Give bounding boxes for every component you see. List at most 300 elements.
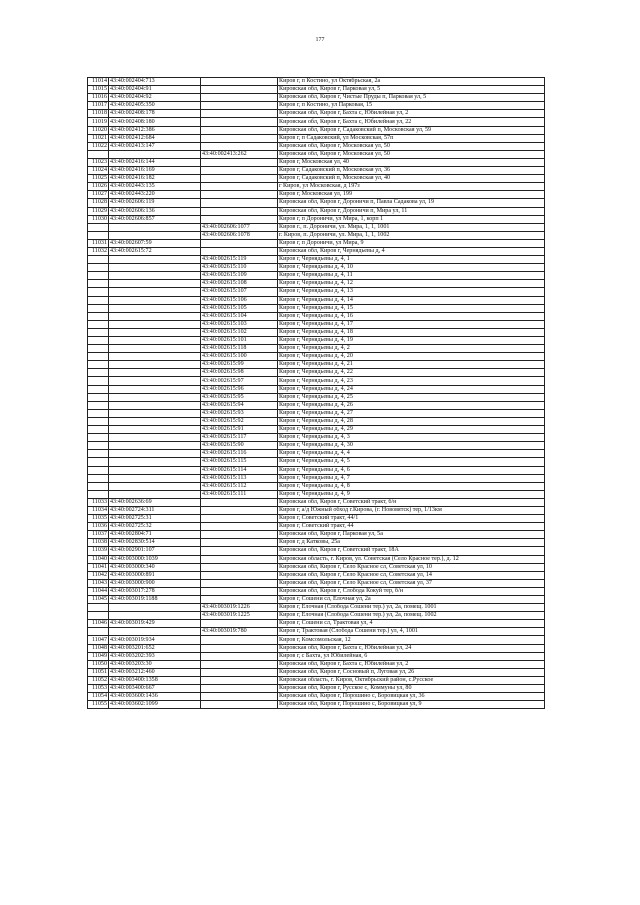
cadastral-number-cell: 43:40:002412:386 [109, 126, 201, 134]
cadastral-number-cell [109, 393, 201, 401]
address-cell: Кировская обл, Киров г, Сосновый п, Луговая ул, 26 [278, 668, 545, 676]
sub-cadastral-number-cell: 43:40:002615:118 [201, 345, 278, 353]
table-row [88, 239, 545, 247]
sub-cadastral-number-cell: 43:40:002615:101 [201, 337, 278, 345]
cadastral-number-cell: 43:40:002443:135 [109, 183, 201, 191]
table-row [88, 353, 545, 361]
sub-cadastral-number-cell [201, 531, 278, 539]
row-number-cell: 11047 [88, 636, 109, 644]
cadastral-number-cell: 43:40:003000:900 [109, 579, 201, 587]
row-number-cell: 11052 [88, 676, 109, 684]
row-number-cell [88, 401, 109, 409]
row-number-cell: 11034 [88, 506, 109, 514]
table-row [88, 150, 545, 158]
cadastral-number-cell: 43:40:002725:32 [109, 523, 201, 531]
row-number-cell: 11054 [88, 693, 109, 701]
sub-cadastral-number-cell: 43:40:002615:97 [201, 377, 278, 385]
row-number-cell: 11037 [88, 531, 109, 539]
cadastral-number-cell: 43:40:002607:59 [109, 239, 201, 247]
sub-cadastral-number-cell: 43:40:002615:90 [201, 442, 278, 450]
sub-cadastral-number-cell: 43:40:002615:117 [201, 434, 278, 442]
row-number-cell [88, 150, 109, 158]
cadastral-number-cell: 43:40:003202:393 [109, 652, 201, 660]
address-cell: Киров г, Садаковский п, Московская ул, 40 [278, 175, 545, 183]
table-row [88, 571, 545, 579]
sub-cadastral-number-cell [201, 239, 278, 247]
table-row [88, 142, 545, 150]
cadastral-number-cell: 43:40:003602:1099 [109, 701, 201, 709]
row-number-cell [88, 345, 109, 353]
address-cell: Киров г, с Бахта, ул Юбилейная, 6 [278, 652, 545, 660]
sub-cadastral-number-cell: 43:40:002615:92 [201, 417, 278, 425]
table-row [88, 676, 545, 684]
address-cell: Киров г, Чернядьевы д, 4, 11 [278, 272, 545, 280]
address-cell: Киров г, п Костино, ул Парковая, 15 [278, 102, 545, 110]
row-number-cell: 11022 [88, 142, 109, 150]
cadastral-number-cell: 43:40:002804:71 [109, 531, 201, 539]
row-number-cell [88, 385, 109, 393]
row-number-cell: 11029 [88, 207, 109, 215]
row-number-cell: 11044 [88, 587, 109, 595]
address-cell: Киров г, Чернядьевы д, 4, 10 [278, 264, 545, 272]
address-cell: Киров г, Чернядьевы д, 4, 6 [278, 466, 545, 474]
table-row [88, 296, 545, 304]
table-row [88, 312, 545, 320]
sub-cadastral-number-cell [201, 644, 278, 652]
table-row [88, 369, 545, 377]
row-number-cell [88, 628, 109, 636]
address-cell: Киров г, Трактовая (Слобода Сошени тер.) ул, 4, 1001 [278, 628, 545, 636]
table-row [88, 701, 545, 709]
sub-cadastral-number-cell [201, 668, 278, 676]
address-cell: Киров г, Чернядьевы д, 4, 12 [278, 280, 545, 288]
cadastral-number-cell [109, 417, 201, 425]
sub-cadastral-number-cell: 43:40:003019:780 [201, 628, 278, 636]
sub-cadastral-number-cell: 43:40:003019:1225 [201, 612, 278, 620]
address-cell: г. Киров, п. Дороничи, ул. Мира, 1, 1, 1002 [278, 231, 545, 239]
row-number-cell: 11028 [88, 199, 109, 207]
sub-cadastral-number-cell: 43:40:002615:93 [201, 409, 278, 417]
cadastral-number-cell: 43:40:002404:713 [109, 78, 201, 86]
row-number-cell: 11031 [88, 239, 109, 247]
row-number-cell: 11053 [88, 685, 109, 693]
table-row [88, 377, 545, 385]
cadastral-number-cell [109, 223, 201, 231]
table-row [88, 175, 545, 183]
row-number-cell [88, 417, 109, 425]
sub-cadastral-number-cell [201, 94, 278, 102]
table-row [88, 426, 545, 434]
table-row [88, 450, 545, 458]
row-number-cell: 11040 [88, 555, 109, 563]
address-cell: Кировская обл, Киров г, Порошино с, Боровицкая ул, 9 [278, 701, 545, 709]
sub-cadastral-number-cell [201, 685, 278, 693]
table-row [88, 628, 545, 636]
row-number-cell: 11016 [88, 94, 109, 102]
sub-cadastral-number-cell [201, 539, 278, 547]
address-cell: Киров г, Советский тракт, 44 [278, 523, 545, 531]
cadastral-number-cell: 43:40:003019:1188 [109, 596, 201, 604]
cadastral-number-cell: 43:40:003201:652 [109, 644, 201, 652]
table-row [88, 361, 545, 369]
row-number-cell [88, 312, 109, 320]
table-row [88, 94, 545, 102]
sub-cadastral-number-cell [201, 587, 278, 595]
cadastral-number-cell: 43:40:002724:311 [109, 506, 201, 514]
sub-cadastral-number-cell [201, 571, 278, 579]
table-row [88, 207, 545, 215]
sub-cadastral-number-cell: 43:40:002615:108 [201, 280, 278, 288]
address-cell: Киров г, Чернядьевы д, 4, 19 [278, 337, 545, 345]
row-number-cell [88, 466, 109, 474]
cadastral-number-cell [109, 320, 201, 328]
sub-cadastral-number-cell [201, 158, 278, 166]
sub-cadastral-number-cell: 43:40:002606:1077 [201, 223, 278, 231]
sub-cadastral-number-cell: 43:40:002615:95 [201, 393, 278, 401]
table-row [88, 563, 545, 571]
sub-cadastral-number-cell [201, 620, 278, 628]
row-number-cell: 11050 [88, 660, 109, 668]
address-cell: Кировская обл, Киров г, Чернядьевы д, 4 [278, 247, 545, 255]
cadastral-number-cell: 43:40:002404:91 [109, 86, 201, 94]
address-cell: Киров г, Чернядьевы д, 4, 28 [278, 417, 545, 425]
row-number-cell: 11027 [88, 191, 109, 199]
table-row [88, 660, 545, 668]
cadastral-number-cell [109, 369, 201, 377]
sub-cadastral-number-cell [201, 506, 278, 514]
sub-cadastral-number-cell [201, 660, 278, 668]
address-cell: Кировская обл, Киров г, Бахта с, Юбилейная ул, 2 [278, 110, 545, 118]
address-cell: Киров г, Чернядьевы д, 4, 3 [278, 434, 545, 442]
table-row [88, 474, 545, 482]
row-number-cell: 11019 [88, 118, 109, 126]
sub-cadastral-number-cell: 43:40:002615:104 [201, 312, 278, 320]
row-number-cell: 11032 [88, 247, 109, 255]
row-number-cell [88, 482, 109, 490]
cadastral-number-cell: 43:40:003017:278 [109, 587, 201, 595]
cadastral-number-cell: 43:40:002901:107 [109, 547, 201, 555]
sub-cadastral-number-cell [201, 118, 278, 126]
cadastral-number-cell: 43:40:002416:144 [109, 158, 201, 166]
cadastral-number-cell [109, 312, 201, 320]
address-cell: Кировская область, г. Киров, Октябрьский район, с.Русское [278, 676, 545, 684]
page-number: 177 [315, 37, 325, 43]
table-row [88, 272, 545, 280]
cadastral-number-cell [109, 345, 201, 353]
cadastral-number-cell [109, 628, 201, 636]
row-number-cell: 11015 [88, 86, 109, 94]
sub-cadastral-number-cell: 43:40:002615:112 [201, 482, 278, 490]
row-number-cell [88, 426, 109, 434]
sub-cadastral-number-cell [201, 636, 278, 644]
row-number-cell: 11030 [88, 215, 109, 223]
address-cell: Киров г, п Дороничи, ул Мира, 1, корп 1 [278, 215, 545, 223]
address-cell: Киров г, Чернядьевы д, 4, 2 [278, 345, 545, 353]
row-number-cell [88, 458, 109, 466]
address-cell: Киров г, Чернядьевы д, 4, 23 [278, 377, 545, 385]
row-number-cell [88, 296, 109, 304]
table-row [88, 579, 545, 587]
sub-cadastral-number-cell: 43:40:002413:262 [201, 150, 278, 158]
cadastral-number-cell: 43:40:002606:136 [109, 207, 201, 215]
address-cell: Киров г, д Катковы, 25а [278, 539, 545, 547]
table-row [88, 434, 545, 442]
cadastral-register-table [87, 77, 545, 709]
cadastral-number-cell [109, 612, 201, 620]
address-cell: Киров г, п Дороничи, ул Мира, 9 [278, 239, 545, 247]
table-row [88, 555, 545, 563]
row-number-cell [88, 231, 109, 239]
sub-cadastral-number-cell [201, 701, 278, 709]
row-number-cell [88, 223, 109, 231]
address-cell: Кировская обл, Киров г, Парковая ул, 5 [278, 86, 545, 94]
cadastral-number-cell: 43:40:002416:169 [109, 167, 201, 175]
row-number-cell: 11039 [88, 547, 109, 555]
table-row [88, 256, 545, 264]
table-row [88, 458, 545, 466]
sub-cadastral-number-cell: 43:40:002615:114 [201, 466, 278, 474]
sub-cadastral-number-cell [201, 693, 278, 701]
address-cell: Киров г, Чернядьевы д, 4, 18 [278, 328, 545, 336]
row-number-cell [88, 264, 109, 272]
table-row [88, 328, 545, 336]
row-number-cell [88, 442, 109, 450]
sub-cadastral-number-cell: 43:40:002615:99 [201, 361, 278, 369]
cadastral-number-cell [109, 288, 201, 296]
row-number-cell: 11035 [88, 515, 109, 523]
cadastral-number-cell: 43:40:002636:69 [109, 498, 201, 506]
row-number-cell [88, 393, 109, 401]
row-number-cell [88, 353, 109, 361]
row-number-cell [88, 612, 109, 620]
address-cell: Киров г, Чернядьевы д, 4, 16 [278, 312, 545, 320]
row-number-cell [88, 361, 109, 369]
table-row [88, 158, 545, 166]
row-number-cell [88, 450, 109, 458]
cadastral-number-cell: 43:40:002413:147 [109, 142, 201, 150]
address-cell: Киров г, а/д Южный обход г.Кирова, (г. Нововятск) тер, 1/13км [278, 506, 545, 514]
address-cell: Киров г, Чернядьевы д, 4, 13 [278, 288, 545, 296]
address-cell: Кировская обл, Киров г, Село Красное сл, Советская ул, 10 [278, 563, 545, 571]
cadastral-number-cell: 43:40:002443:220 [109, 191, 201, 199]
address-cell: Кировская обл, Киров г, Советский тракт, 18А [278, 547, 545, 555]
table-row [88, 693, 545, 701]
address-cell: Киров г, Чернядьевы д, 4, 8 [278, 482, 545, 490]
address-cell: Кировская обл, Киров г, Чистые Пруды п, Парковая ул, 5 [278, 94, 545, 102]
cadastral-number-cell: 43:40:003600:1436 [109, 693, 201, 701]
sub-cadastral-number-cell: 43:40:002615:98 [201, 369, 278, 377]
row-number-cell [88, 604, 109, 612]
row-number-cell [88, 256, 109, 264]
address-cell: Киров г, Чернядьевы д, 4, 15 [278, 304, 545, 312]
address-cell: Киров г, Чернядьевы д, 4, 4 [278, 450, 545, 458]
sub-cadastral-number-cell [201, 547, 278, 555]
sub-cadastral-number-cell [201, 183, 278, 191]
sub-cadastral-number-cell [201, 142, 278, 150]
table-row [88, 385, 545, 393]
cadastral-number-cell: 43:40:002408:178 [109, 110, 201, 118]
table-row [88, 78, 545, 86]
cadastral-number-cell [109, 337, 201, 345]
cadastral-number-cell [109, 466, 201, 474]
table-row [88, 587, 545, 595]
cadastral-number-cell [109, 377, 201, 385]
row-number-cell [88, 474, 109, 482]
cadastral-number-cell: 43:40:002408:180 [109, 118, 201, 126]
sub-cadastral-number-cell [201, 579, 278, 587]
address-cell: Киров г, Советский тракт, 44/1 [278, 515, 545, 523]
table-row [88, 506, 545, 514]
address-cell: Киров г, Чернядьевы д, 4, 24 [278, 385, 545, 393]
address-cell: Киров г, п Костино, ул Октябрьская, 2а [278, 78, 545, 86]
cadastral-number-cell: 43:40:003203:30 [109, 660, 201, 668]
sub-cadastral-number-cell [201, 134, 278, 142]
sub-cadastral-number-cell [201, 207, 278, 215]
cadastral-number-cell: 43:40:002615:72 [109, 247, 201, 255]
row-number-cell [88, 320, 109, 328]
cadastral-number-cell: 43:40:003212:460 [109, 668, 201, 676]
cadastral-number-cell [109, 482, 201, 490]
address-cell: Киров г, п Садаковский, ул Московская, 57п [278, 134, 545, 142]
address-cell: Кировская обл, Киров г, Порошино с, Боровицкая ул, 36 [278, 693, 545, 701]
cadastral-number-cell [109, 264, 201, 272]
cadastral-number-cell: 43:40:002412:684 [109, 134, 201, 142]
row-number-cell [88, 434, 109, 442]
sub-cadastral-number-cell [201, 563, 278, 571]
row-number-cell [88, 490, 109, 498]
address-cell: Киров г, Чернядьевы д, 4, 26 [278, 401, 545, 409]
cadastral-number-cell [109, 434, 201, 442]
cadastral-number-cell [109, 353, 201, 361]
address-cell: Киров г, Чернядьевы д, 4, 1 [278, 256, 545, 264]
sub-cadastral-number-cell [201, 191, 278, 199]
cadastral-number-cell: 43:40:002405:350 [109, 102, 201, 110]
sub-cadastral-number-cell: 43:40:002615:109 [201, 272, 278, 280]
row-number-cell: 11026 [88, 183, 109, 191]
address-cell: Киров г, Чернядьевы д, 4, 21 [278, 361, 545, 369]
table-row [88, 118, 545, 126]
address-cell: Киров г, Елочная (Слобода Сошени тер.) ул, 2а, помещ. 1002 [278, 612, 545, 620]
cadastral-number-cell: 43:40:002606:119 [109, 199, 201, 207]
sub-cadastral-number-cell: 43:40:002615:119 [201, 256, 278, 264]
row-number-cell [88, 280, 109, 288]
address-cell: Кировская обл, Киров г, Дороничи п, Мира ул, 11 [278, 207, 545, 215]
sub-cadastral-number-cell: 43:40:002615:100 [201, 353, 278, 361]
table-row [88, 668, 545, 676]
table-row [88, 596, 545, 604]
address-cell: Кировская обл, Киров г, Село Красное сл, Советская ул, 14 [278, 571, 545, 579]
cadastral-number-cell: 43:40:003019:429 [109, 620, 201, 628]
table-row [88, 304, 545, 312]
sub-cadastral-number-cell [201, 498, 278, 506]
table-row [88, 393, 545, 401]
table-row [88, 466, 545, 474]
row-number-cell [88, 272, 109, 280]
row-number-cell: 11023 [88, 158, 109, 166]
cadastral-number-cell: 43:40:003000:891 [109, 571, 201, 579]
table-row [88, 167, 545, 175]
row-number-cell [88, 377, 109, 385]
address-cell: Кировская обл, Киров г, Московская ул, 50 [278, 142, 545, 150]
cadastral-number-cell [109, 150, 201, 158]
row-number-cell: 11051 [88, 668, 109, 676]
cadastral-number-cell: 43:40:002830:514 [109, 539, 201, 547]
address-cell: Кировская обл, Киров г, Московская ул, 50 [278, 150, 545, 158]
sub-cadastral-number-cell [201, 175, 278, 183]
row-number-cell: 11049 [88, 652, 109, 660]
row-number-cell: 11017 [88, 102, 109, 110]
table-row [88, 110, 545, 118]
address-cell: Кировская обл, Киров г, Дороничи п, Павла Садакова ул, 19 [278, 199, 545, 207]
sub-cadastral-number-cell [201, 515, 278, 523]
sub-cadastral-number-cell [201, 78, 278, 86]
sub-cadastral-number-cell: 43:40:002615:116 [201, 450, 278, 458]
cadastral-number-cell [109, 490, 201, 498]
cadastral-number-cell [109, 272, 201, 280]
table-row [88, 134, 545, 142]
sub-cadastral-number-cell [201, 199, 278, 207]
table-row [88, 417, 545, 425]
sub-cadastral-number-cell [201, 523, 278, 531]
cadastral-number-cell [109, 426, 201, 434]
table-row [88, 102, 545, 110]
table-row [88, 345, 545, 353]
cadastral-number-cell [109, 231, 201, 239]
row-number-cell: 11021 [88, 134, 109, 142]
sub-cadastral-number-cell [201, 110, 278, 118]
sub-cadastral-number-cell: 43:40:002615:102 [201, 328, 278, 336]
table-row [88, 547, 545, 555]
cadastral-number-cell: 43:40:003400:1358 [109, 676, 201, 684]
sub-cadastral-number-cell: 43:40:002606:1078 [201, 231, 278, 239]
sub-cadastral-number-cell: 43:40:002615:111 [201, 490, 278, 498]
table-row [88, 215, 545, 223]
table-row [88, 320, 545, 328]
row-number-cell: 11045 [88, 596, 109, 604]
address-cell: Кировская обл, Киров г, Село Красное сл, Советская ул, 37 [278, 579, 545, 587]
sub-cadastral-number-cell [201, 676, 278, 684]
table-row [88, 409, 545, 417]
address-cell: Кировская обл, Киров г, Садаковский п, Московская ул, 59 [278, 126, 545, 134]
cadastral-number-cell [109, 296, 201, 304]
table-row [88, 515, 545, 523]
address-cell: Кировская обл, Киров г, Русское с, Коммуны ул, 80 [278, 685, 545, 693]
table-row [88, 280, 545, 288]
address-cell: Киров г, Чернядьевы д, 4, 9 [278, 490, 545, 498]
address-cell: Кировская обл, Киров г, Бахта с, Юбилейная ул, 2 [278, 660, 545, 668]
address-cell: Кировская обл, Киров г, Советский тракт, б/н [278, 498, 545, 506]
row-number-cell: 11048 [88, 644, 109, 652]
row-number-cell: 11042 [88, 571, 109, 579]
sub-cadastral-number-cell [201, 167, 278, 175]
cadastral-number-cell [109, 280, 201, 288]
cadastral-number-cell: 43:40:002606:857 [109, 215, 201, 223]
sub-cadastral-number-cell [201, 652, 278, 660]
cadastral-number-cell [109, 401, 201, 409]
sub-cadastral-number-cell: 43:40:002615:115 [201, 458, 278, 466]
cadastral-number-cell [109, 458, 201, 466]
table-row [88, 199, 545, 207]
address-cell: Киров г, Чернядьевы д, 4, 7 [278, 474, 545, 482]
address-cell: Киров г, Чернядьевы д, 4, 29 [278, 426, 545, 434]
address-cell: Киров г, Чернядьевы д, 4, 27 [278, 409, 545, 417]
sub-cadastral-number-cell: 43:40:002615:107 [201, 288, 278, 296]
cadastral-number-cell [109, 304, 201, 312]
sub-cadastral-number-cell [201, 86, 278, 94]
table-row [88, 264, 545, 272]
address-cell: Киров г, Чернядьевы д, 4, 5 [278, 458, 545, 466]
table-row [88, 86, 545, 94]
